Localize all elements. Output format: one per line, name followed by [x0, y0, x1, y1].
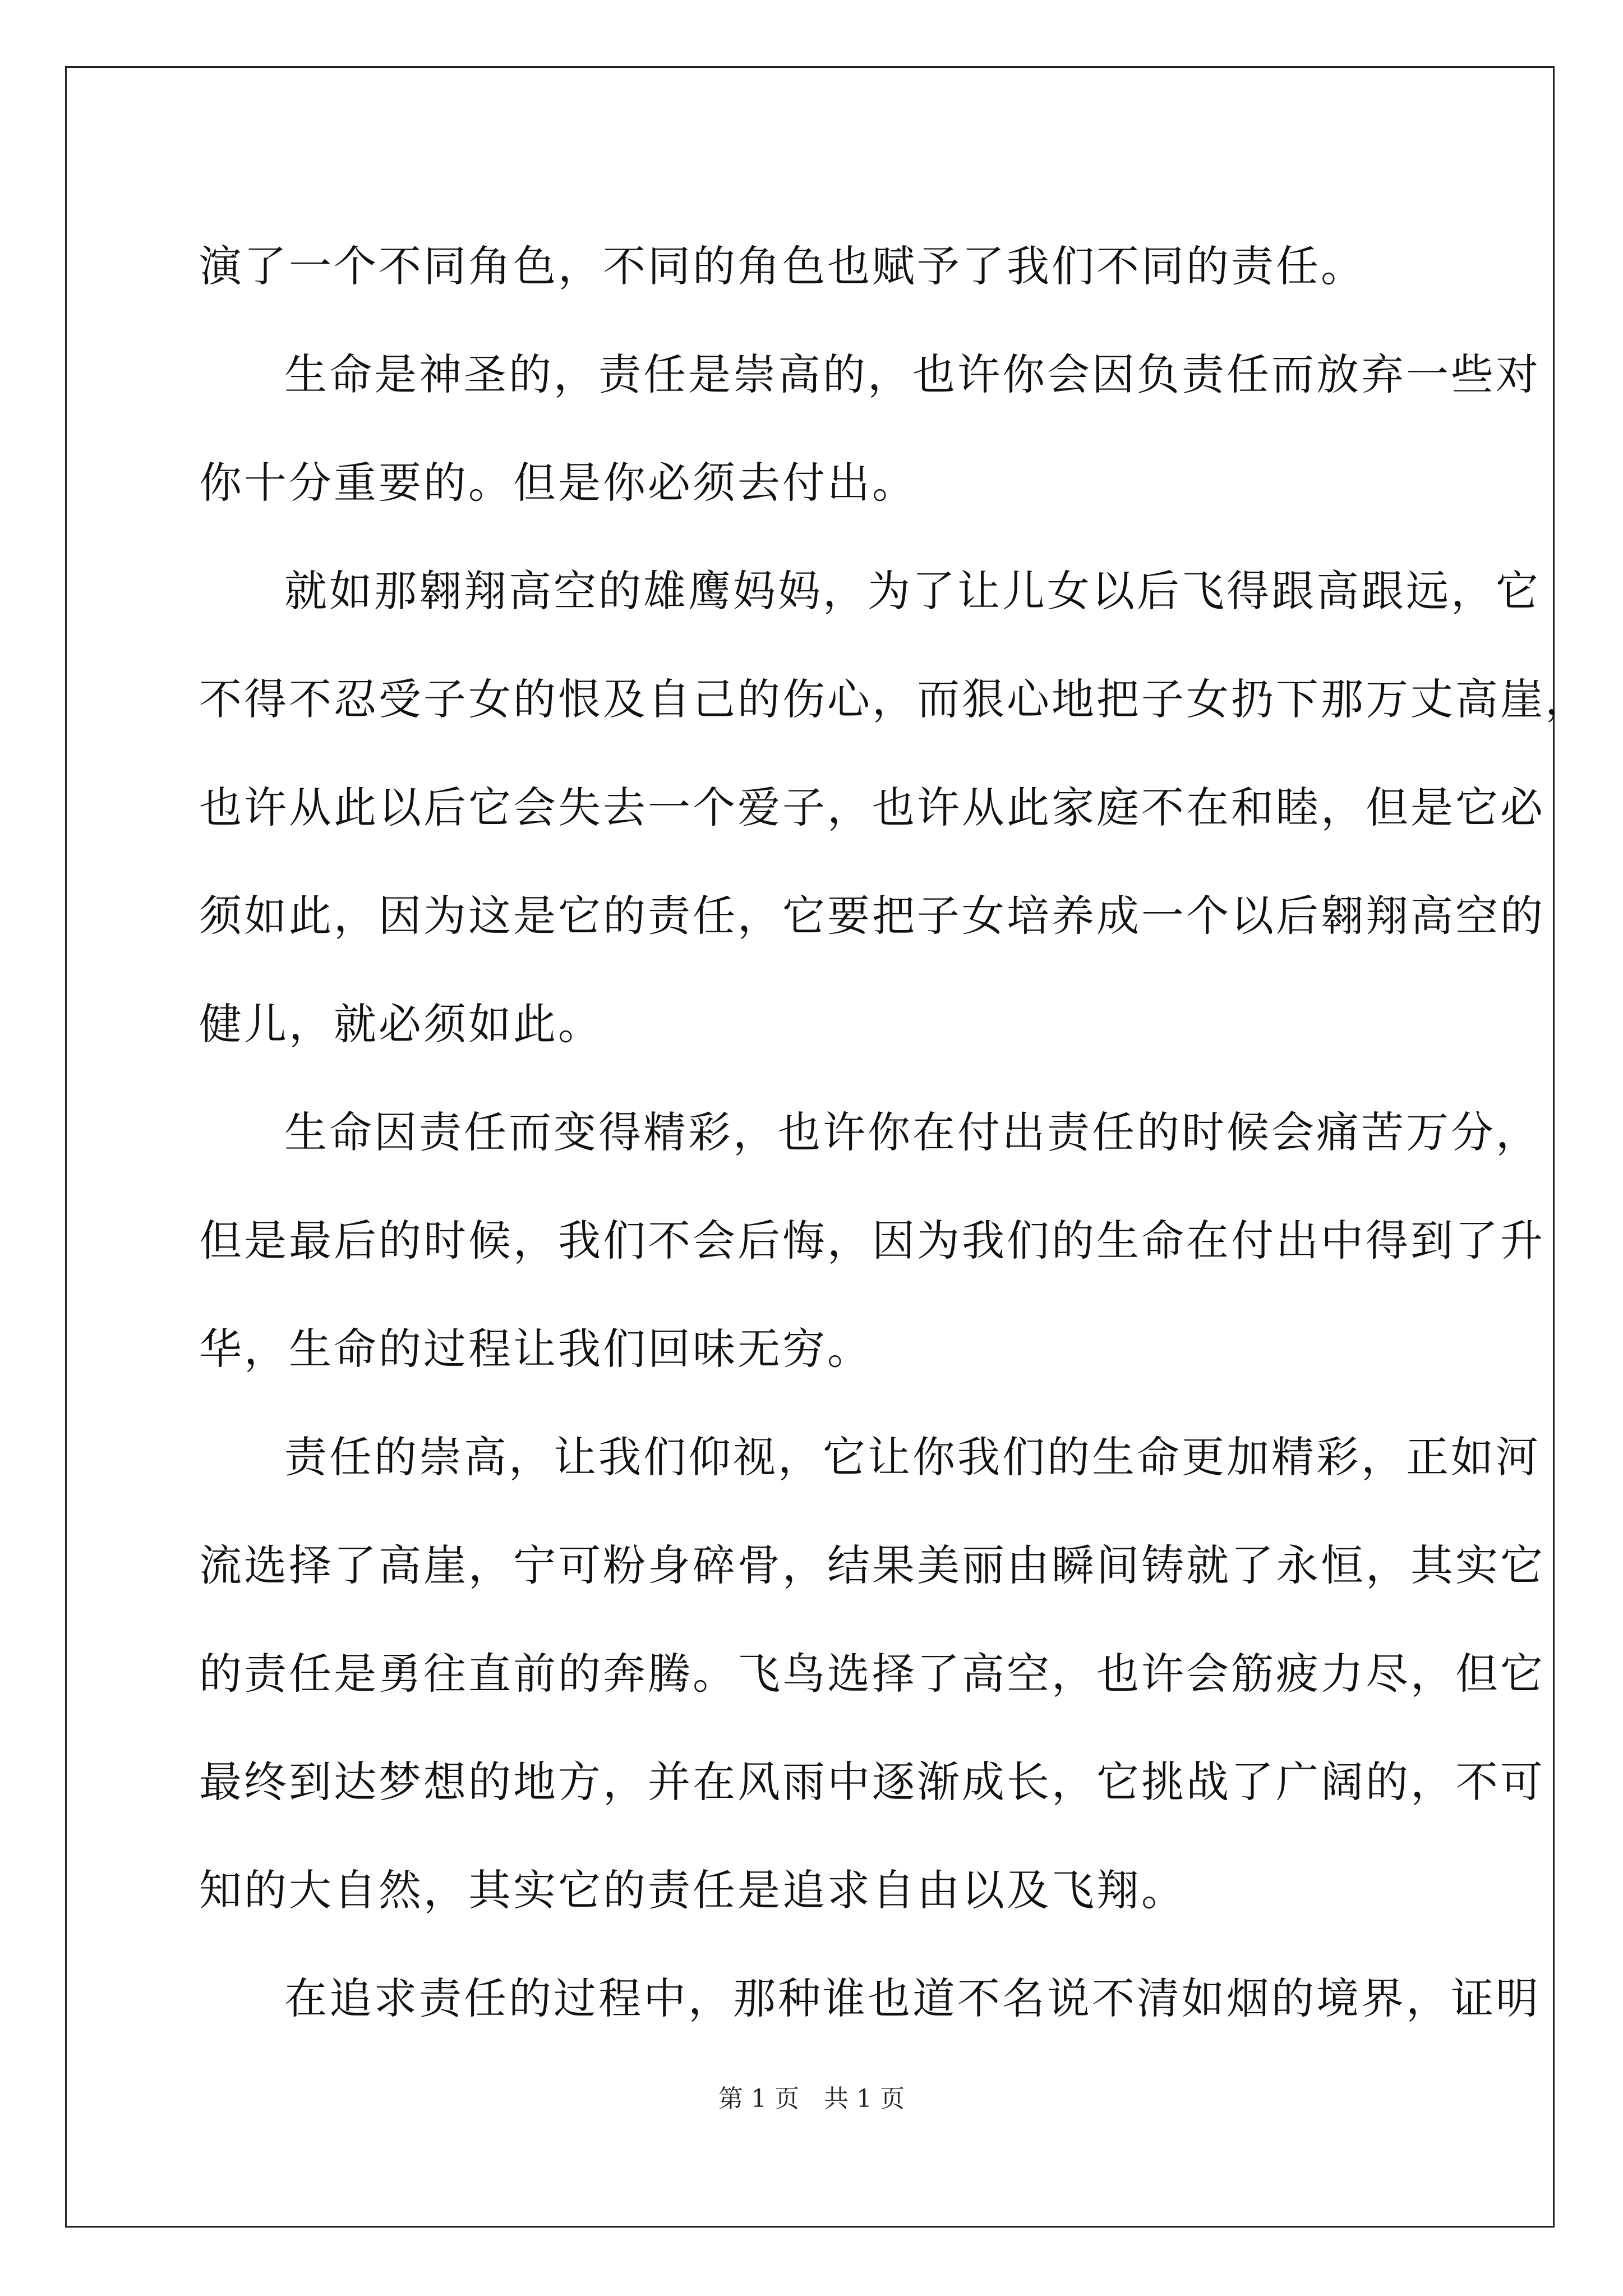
paragraph-start-line: 责任的崇高，让我们仰视，它让你我们的生命更加精彩，正如河: [284, 1432, 1541, 1482]
text-line: 最终到达梦想的地方，并在风雨中逐渐成长，它挑战了广阔的，不可: [199, 1757, 1545, 1807]
paragraph-start-line: 就如那翱翔高空的雄鹰妈妈，为了让儿女以后飞得跟高跟远，它: [284, 566, 1541, 616]
text-line: 不得不忍受子女的恨及自己的伤心，而狠心地把子女扔下那万丈高崖，: [199, 674, 1590, 724]
paragraph-start-line: 在追求责任的过程中，那种谁也道不名说不清如烟的境界，证明: [284, 1973, 1541, 2023]
text-line: 的责任是勇往直前的奔腾。飞鸟选择了高空，也许会筋疲力尽，但它: [199, 1649, 1545, 1699]
text-line: 你十分重要的。但是你必须去付出。: [199, 458, 917, 508]
text-line: 健儿，就必须如此。: [199, 999, 603, 1049]
text-line: 知的大自然，其实它的责任是追求自由以及飞翔。: [199, 1865, 1186, 1915]
text-line: 演了一个不同角色，不同的角色也赋予了我们不同的责任。: [199, 241, 1366, 291]
text-line: 华，生命的过程让我们回味无穷。: [199, 1324, 872, 1374]
text-line: 须如此，因为这是它的责任，它要把子女培养成一个以后翱翔高空的: [199, 891, 1545, 941]
text-line: 但是最后的时候，我们不会后悔，因为我们的生命在付出中得到了升: [199, 1216, 1545, 1266]
text-line: 也许从此以后它会失去一个爱子，也许从此家庭不在和睦，但是它必: [199, 783, 1545, 832]
page-footer: [0, 2082, 1623, 2116]
page-number-current: 第 1 页: [718, 2085, 799, 2113]
paragraph-start-line: 生命是神圣的，责任是崇高的，也许你会因负责任而放弃一些对: [284, 349, 1541, 399]
text-line: 流选择了高崖，宁可粉身碎骨，结果美丽由瞬间铸就了永恒，其实它: [199, 1540, 1545, 1590]
document-body: [199, 212, 1590, 2053]
page-number-total: 共 1 页: [824, 2085, 905, 2113]
paragraph-start-line: 生命因责任而变得精彩，也许你在付出责任的时候会痛苦万分，: [284, 1107, 1541, 1157]
